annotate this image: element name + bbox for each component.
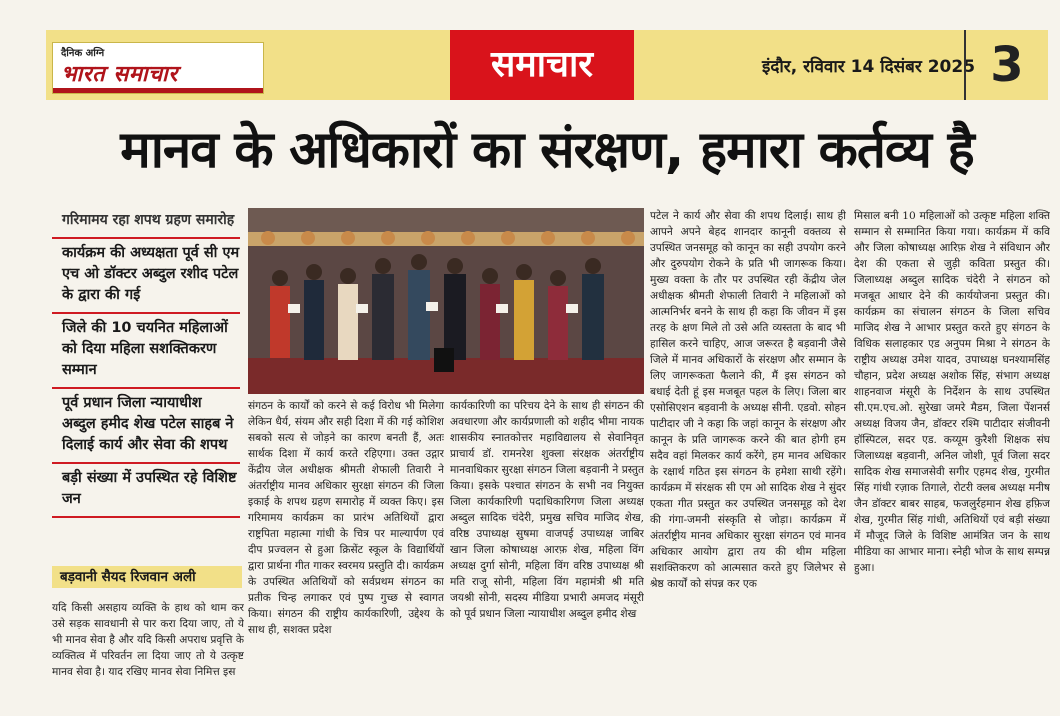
column-text: संगठन के कार्यों को करने से कई विरोध भी मिलेगा लेकिन धैर्य, संयम और सही दिशा में की गई कोशिश सबको सत्य से जोड़ने का कारण बनती हैं, अतः सार्थक दिशा में कार्य करते रहिएगा। उक्त उद्गार केंद्रीय जेल अधीक्षक श्रीमती शेफाली तिवारी ने अंतर्राष्ट्रीय मानव अधिकार सुरक्षा संगठन की जिला इकाई के शपथ ग्रहण समारोह में व्यक्त किए। इस गरिमामय कार्यक्रम का प्रारंभ अतिथियों द्वारा राष्ट्रपिता महात्मा गांधी के चित्र पर माल्यार्पण एवं दीप प्रज्वलन से हुआ क्रिसेंट स्कूल के विद्यार्थियों द्वारा प्रार्थना गीत गाकर स्वरमय प्रस्तुति दी। कार्यक्रम के उपस्थित अतिथियों को सर्वप्रथम संगठन का प्रतीक चिन्ह लगाकर एवं पुष्प गुच्छ से स्वागत किया। संगठन की राष्ट्रीय कार्यकारिणी, उद्देश्य के साथ ही, सशक्त प्रदेश [248,400,444,636]
section-title: समाचार [450,30,634,100]
logo-name: भारत समाचार [61,62,178,87]
headline: मानव के अधिकारों का संरक्षण, हमारा कर्तव्य है [120,121,974,180]
highlight-item: गरिमामय रहा शपथ ग्रहण समारोह [52,206,240,239]
column-text: यदि किसी असहाय व्यक्ति के हाथ को थाम कर उसे सड़क सावधानी से पार करा दिया जाए, तो ये भी मानव सेवा है और यदि किसी अपराध प्रवृत्ति के व्यक्तित्व में परिवर्तन ला दिया जाए तो ये उत्कृष्ट मानव सेवा है। याद रखिए मानव सेवा निमित्त इस [52,602,244,678]
masthead [46,30,1048,100]
article-column-3 [450,398,644,710]
byline: बड़वानी सैयद रिजवान अली [52,566,242,588]
page-number: 3 [964,30,1048,100]
column-text: मिसाल बनी 10 महिलाओं को उत्कृष्ट महिला शक्ति सम्मान से सम्मानित किया गया। कार्यक्रम में कवि और जिला कोषाध्यक्ष आरिफ़ शेख ने संविधान और देश की एकता से जुड़ी कविता प्रस्तुत की। जिलाध्यक्ष अब्दुल सादिक चंदेरी ने संगठन को मजबूत आधार देने की कार्ययोजना प्रस्तुत की। कार्यक्रम का संचालन संगठन के जिला सचिव माजिद शेख ने आभार प्रस्तुत करते हुए संगठन के विधिक सलाहकार एड अनुपम मिश्रा ने संगठन के राष्ट्रीय अध्यक्ष उमेश यादव, उपाध्यक्ष घनश्यामसिंह चौहान, प्रदेश अध्यक्ष अशोक सिंह, संभाग अध्यक्ष शाहनवाज मंसूरी के निर्देशन के साथ उपस्थित सी.एम.एच.ओ. सुरेखा जमरे मैडम, जिला पेंशनर्स अध्यक्ष विजय जैन, डॉक्टर रश्मि पाटीदार संजीवनी हॉस्पिटल, सदर एड. कय्यूम कुरैशी शिक्षक संघ जिलाध्यक्ष बड़वानी, अनिल जोशी, पूर्व जिला सदर सादिक शेख समाजसेवी सगीर एहमद शेख, गुरमीत सिंह गांधी रज़ाक तिगाले, रोटरी क्लब अध्यक्ष मनीष जैन डॉक्टर बाबर साहब, फजलुर्रहमान शेख हफ़िज शेख, गुरमीत सिंह गांधी, अतिथियों एवं बड़ी संख्या में मौजूद जिले के विशिष्ट आमंत्रित जन के साथ मीडिया का आभार माना। स्नेही भोज के साथ सम्पन्न हुआ। [854,210,1050,574]
article-column-5 [854,208,1050,710]
event-photo-illustration [248,208,644,394]
event-photo [248,208,644,394]
highlight-item: पूर्व प्रधान जिला न्यायाधीश अब्दुल हमीद शेख पटेल साहब ने दिलाई कार्य और सेवा की शपथ [52,389,240,464]
dateline: इंदौर, रविवार 14 दिसंबर 2025 [762,57,976,77]
article-column-4 [650,208,846,710]
logo-underline [53,88,263,93]
logo-tagline: दैनिक अग्नि [61,48,105,59]
article-column-1 [52,600,244,710]
column-text: पटेल ने कार्य और सेवा की शपथ दिलाई। साथ ही आपने अपने बेहद शानदार कानूनी वक्तव्य से उपस्थित जनसमूह को कानून का सही उपयोग करने और दुरुपयोग रोकने के प्रति भी जागरूक किया। मुख्य वक्ता के तौर पर उपस्थित रही केंद्रीय जेल अधीक्षक श्रीमती शेफाली तिवारी ने महिलाओं को आत्मनिर्भर बनने के साथ ही कहा कि जीवन में इस तरह के क्षण मिले तो उसे अति व्यस्तता के बाद भी हासिल करने चाहिए, आज जरूरत है बड़वानी जैसे जिले में मानव अधिकारों के संरक्षण और सम्मान के लिए जागरूकता फैलाने की, मैं इस संगठन को बधाई देती हूं इस मजबूत पहल के लिए। जिला बार एसोसिएशन बड़वानी के अध्यक्ष सीनी. एडवो. सोहन पाटीदार जी ने कहा कि जहां कानून के संरक्षण और कानून के प्रति जागरूक करने की बात होगी हम सदैव वहां मिलकर कार्य करेंगे, हम मानव अधिकार के रक्षार्थ गठित इस संगठन के हमेशा साथी रहेंगे। कार्यक्रम में संरक्षक सी एम ओ सादिक शेख ने सुंदर एकता गीत प्रस्तुत कर उपस्थित जनसमूह को देश की गंगा-जमनी संस्कृति से जोड़ा। कार्यक्रम में अंतर्राष्ट्रीय मानव अधिकार सुरक्षा संगठन एवं मानव अधिकार आयोग द्वारा तय की थीम महिला सशक्तिकरण को आत्मसात करते हुए जिलेभर से श्रेष्ठ कार्यों को संपन्न कर एक [650,210,846,590]
column-text: कार्यकारिणी का परिचय देने के साथ ही संगठन की अवधारणा और कार्यप्रणाली को शहीद भीमा नायक शासकीय स्नातकोत्तर महाविद्यालय से सेवानिवृत प्राचार्य डॉ. रामनरेश शुक्ला संरक्षक अंतर्राष्ट्रीय मानवाधिकार सुरक्षा संगठन जिला बड़वानी ने प्रस्तुत किया। इसके पश्चात संगठन के सभी नव नियुक्त जिला कार्यकारिणी पदाधिकारिगण जिला अध्यक्ष अब्दुल सादिक चंदेरी, प्रमुख सचिव माजिद शेख, वरिष्ठ उपाध्यक्ष सुषमा वाजपई उपाध्यक्ष जाबिर खान जिला कोषाध्यक्ष आरफ़ शेख, महिला विंग अध्यक्ष दुर्गा सोनी, महिला विंग वरिष्ठ उपाध्यक्ष श्री मति राजू सोनी, महिला विंग महामंत्री श्री मति जयश्री सोनी, सदस्य मीडिया प्रभारी अमजद मंसूरी को पूर्व प्रधान जिला न्यायाधीश अब्दुल हमीद शेख [450,400,644,620]
highlights-sidebar [52,206,240,518]
highlight-item: बड़ी संख्या में उपस्थित रहे विशिष्ट जन [52,464,240,518]
article-column-2 [248,398,444,710]
newspaper-logo [52,42,264,94]
highlight-item: कार्यक्रम की अध्यक्षता पूर्व सी एम एच ओ डॉक्टर अब्दुल रशीद पटेल के द्वारा की गई [52,239,240,314]
highlight-item: जिले की 10 चयनित महिलाओं को दिया महिला सशक्तिकरण सम्मान [52,314,240,389]
